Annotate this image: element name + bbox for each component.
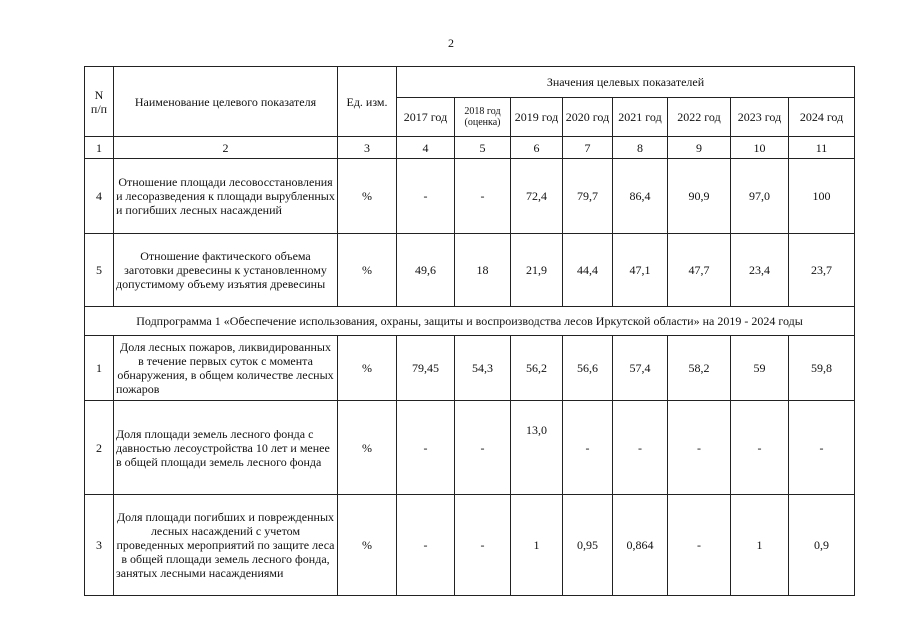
page-number: 2 bbox=[448, 36, 454, 50]
row-value: 79,7 bbox=[563, 159, 613, 234]
header-name: Наименование целевого показателя bbox=[114, 67, 338, 137]
row-num: 3 bbox=[85, 495, 114, 596]
row-name: Доля площади земель лесного фонда с давностью лесоустройства 10 лет и менее в общей площади земель лесного фонда bbox=[114, 401, 338, 495]
row-value: 58,2 bbox=[668, 336, 731, 401]
row-value: 97,0 bbox=[731, 159, 789, 234]
row-value: 59,8 bbox=[789, 336, 855, 401]
row-value: 18 bbox=[455, 234, 511, 307]
row-name: Отношение площади лесовосстановления и лесоразведения к площади вырубленных и погибших лесных насаждений bbox=[114, 159, 338, 234]
table-row bbox=[85, 159, 855, 234]
row-num: 5 bbox=[85, 234, 114, 307]
row-value: 0,95 bbox=[563, 495, 613, 596]
row-value: 0,9 bbox=[789, 495, 855, 596]
row-value: 72,4 bbox=[511, 159, 563, 234]
header-num: N п/п bbox=[85, 67, 114, 137]
row-value: 86,4 bbox=[613, 159, 668, 234]
header-year: 2023 год bbox=[731, 98, 789, 137]
header-year: 2022 год bbox=[668, 98, 731, 137]
col-number: 8 bbox=[613, 137, 668, 159]
col-number: 3 bbox=[338, 137, 397, 159]
header-year: 2019 год bbox=[511, 98, 563, 137]
row-value: - bbox=[613, 401, 668, 495]
row-name: Отношение фактического объема заготовки древесины к установленному допустимому объему изъятия древесины bbox=[114, 234, 338, 307]
header-values-group: Значения целевых показателей bbox=[397, 67, 855, 98]
row-name: Доля лесных пожаров, ликвидированных в течение первых суток с момента обнаружения, в общем количестве лесных пожаров bbox=[114, 336, 338, 401]
row-value: - bbox=[668, 401, 731, 495]
row-value: 21,9 bbox=[511, 234, 563, 307]
row-value: 1 bbox=[731, 495, 789, 596]
row-value: - bbox=[563, 401, 613, 495]
table-row bbox=[85, 234, 855, 307]
table-row bbox=[85, 336, 855, 401]
row-value: 23,7 bbox=[789, 234, 855, 307]
row-num: 2 bbox=[85, 401, 114, 495]
col-number: 10 bbox=[731, 137, 789, 159]
row-value: 57,4 bbox=[613, 336, 668, 401]
col-number: 4 bbox=[397, 137, 455, 159]
col-number: 7 bbox=[563, 137, 613, 159]
header-year: 2024 год bbox=[789, 98, 855, 137]
row-value: 79,45 bbox=[397, 336, 455, 401]
row-value: - bbox=[789, 401, 855, 495]
col-number: 2 bbox=[114, 137, 338, 159]
col-number: 1 bbox=[85, 137, 114, 159]
row-value: 13,0 bbox=[511, 401, 563, 495]
header-unit: Ед. изм. bbox=[338, 67, 397, 137]
row-value: 49,6 bbox=[397, 234, 455, 307]
row-unit: % bbox=[338, 336, 397, 401]
subprogram-row bbox=[85, 307, 855, 336]
row-value: 44,4 bbox=[563, 234, 613, 307]
col-number: 5 bbox=[455, 137, 511, 159]
row-value: 54,3 bbox=[455, 336, 511, 401]
row-value: 47,7 bbox=[668, 234, 731, 307]
row-value: - bbox=[397, 159, 455, 234]
row-num: 1 bbox=[85, 336, 114, 401]
col-number: 9 bbox=[668, 137, 731, 159]
row-value: - bbox=[668, 495, 731, 596]
row-value: 23,4 bbox=[731, 234, 789, 307]
col-number: 11 bbox=[789, 137, 855, 159]
row-value: - bbox=[731, 401, 789, 495]
row-value: 47,1 bbox=[613, 234, 668, 307]
row-unit: % bbox=[338, 159, 397, 234]
row-value: 0,864 bbox=[613, 495, 668, 596]
row-value: 90,9 bbox=[668, 159, 731, 234]
header-year bbox=[455, 98, 511, 137]
row-value: - bbox=[455, 401, 511, 495]
row-name: Доля площади погибших и поврежденных лесных насаждений с учетом проведенных мероприятий по защите леса в общей площади земель лесного фонда, занятых лесными насаждениями bbox=[114, 495, 338, 596]
header-year: 2020 год bbox=[563, 98, 613, 137]
row-value: - bbox=[397, 401, 455, 495]
row-value: - bbox=[397, 495, 455, 596]
row-value: 56,6 bbox=[563, 336, 613, 401]
row-unit: % bbox=[338, 401, 397, 495]
row-value: 59 bbox=[731, 336, 789, 401]
header-year-note: (оценка) bbox=[464, 117, 501, 128]
row-num: 4 bbox=[85, 159, 114, 234]
table-row bbox=[85, 495, 855, 596]
row-value: 100 bbox=[789, 159, 855, 234]
table-row bbox=[85, 401, 855, 495]
row-unit: % bbox=[338, 234, 397, 307]
header-year: 2017 год bbox=[397, 98, 455, 137]
row-unit: % bbox=[338, 495, 397, 596]
row-value: - bbox=[455, 159, 511, 234]
subprogram-title: Подпрограмма 1 «Обеспечение использования, охраны, защиты и воспроизводства лесов Иркутской области» на 2019 - 2024 годы bbox=[85, 307, 855, 336]
header-year: 2021 год bbox=[613, 98, 668, 137]
header-year-label: 2018 год bbox=[464, 106, 501, 117]
row-value: 56,2 bbox=[511, 336, 563, 401]
col-number: 6 bbox=[511, 137, 563, 159]
target-indicators-table bbox=[84, 66, 855, 596]
row-value: 1 bbox=[511, 495, 563, 596]
row-value: - bbox=[455, 495, 511, 596]
